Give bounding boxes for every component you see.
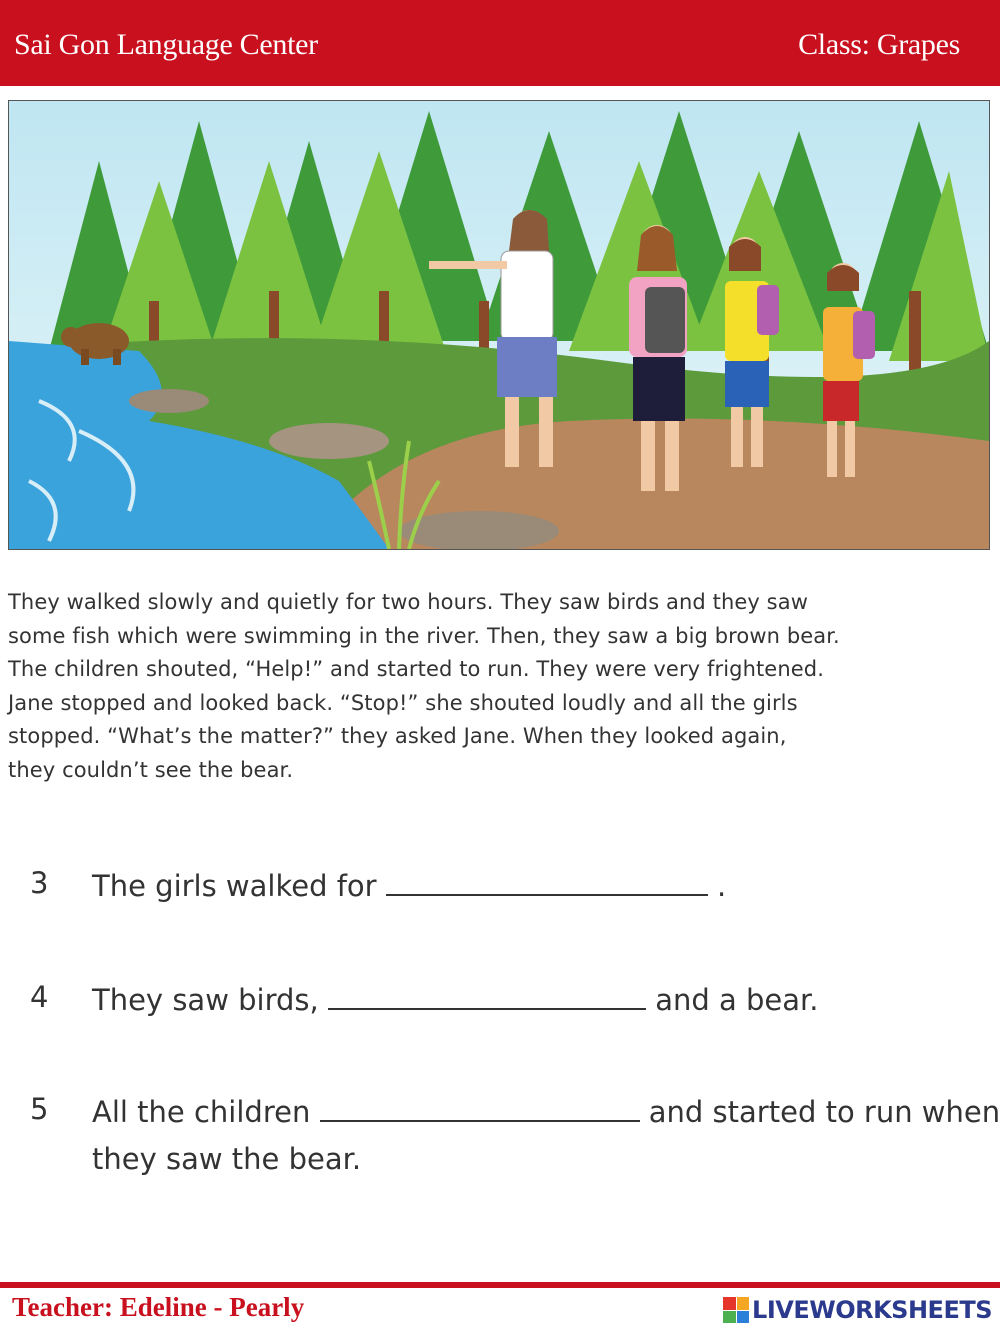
- question-text-after: and a bear.: [655, 983, 819, 1017]
- passage-line: stopped. “What’s the matter?” they asked Jane. When they looked again,: [8, 724, 787, 748]
- liveworksheets-logo-icon: [723, 1297, 749, 1323]
- answer-blank[interactable]: [328, 980, 646, 1010]
- forest-scene-icon: [9, 101, 989, 549]
- footer-divider: [0, 1282, 1000, 1288]
- answer-blank[interactable]: [320, 1092, 640, 1122]
- question-text: The girls walked for: [92, 869, 377, 903]
- passage-line: some fish which were swimming in the river. Then, they saw a big brown bear.: [8, 623, 840, 648]
- question-number: 3: [30, 866, 49, 900]
- question-text-line2: they saw the bear.: [92, 1142, 362, 1176]
- passage-line: They walked slowly and quietly for two hours. They saw birds and they saw: [8, 590, 808, 614]
- teacher-name: Teacher: Edeline - Pearly: [12, 1292, 305, 1322]
- question-number: 5: [30, 1092, 49, 1126]
- passage-line: Jane stopped and looked back. “Stop!” she shouted loudly and all the girls: [8, 690, 798, 715]
- question-text-after: and started to run when: [648, 1095, 1000, 1129]
- passage-line: The children shouted, “Help!” and started to run. They were very frightened.: [8, 657, 824, 681]
- passage-line: they couldn’t see the bear.: [8, 757, 294, 782]
- story-illustration: [8, 100, 990, 550]
- brand-name: LIVEWORKSHEETS: [752, 1296, 992, 1324]
- header-bar: [0, 0, 1000, 86]
- brand-logo: [723, 1296, 992, 1324]
- question-text: They saw birds,: [92, 983, 319, 1017]
- story-passage: [8, 586, 968, 787]
- class-label: Class: Grapes: [798, 28, 960, 61]
- question-text-after: .: [717, 869, 727, 903]
- answer-blank[interactable]: [386, 866, 708, 896]
- question-text: All the children: [92, 1095, 311, 1129]
- question-number: 4: [30, 980, 49, 1014]
- school-name: Sai Gon Language Center: [14, 28, 318, 61]
